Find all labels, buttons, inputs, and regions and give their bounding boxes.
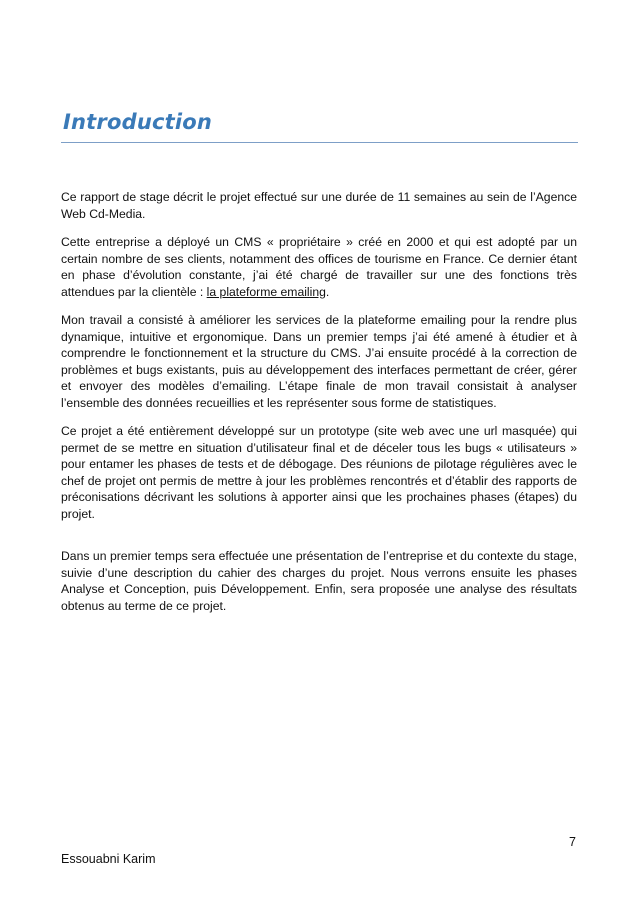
body-text (61, 189, 577, 626)
paragraph-4: Ce projet a été entièrement développé sur un prototype (site web avec une url masquée) qui permet de se mettre en situation d’utilisateur final et de déceler tous les bugs « utilisateurs » pour entamer les phases de tests et de débogage. Des réunions de pilotage régulières avec le chef de projet ont permis de mettre à jour les problèmes rencontrés et d’établir des rapports de préconisations décrivant les solutions à apporter ainsi que les prochaines phases (étapes) du projet. (61, 424, 577, 521)
section-heading: Introduction (63, 110, 213, 134)
underlined-term: la plateforme emailing (206, 284, 326, 299)
paragraph-5: Dans un premier temps sera effectuée une présentation de l’entreprise et du contexte du stage, suivie d’une description du cahier des charges du projet. Nous verrons ensuite les phases Analyse et Conception, puis Développement. Enfin, sera proposée une analyse des résultats obtenus au terme de ce projet. (61, 549, 577, 613)
author-name: Essouabni Karim (61, 852, 156, 866)
paragraph-3: Mon travail a consisté à améliorer les services de la plateforme emailing pour la rendre plus dynamique, intuitive et ergonomique. Dans un premier temps j’ai été amené à étudier et à comprendre le fonctionnement et la structure du CMS. J’ai ensuite procédé à la correction de problèmes et bugs existants, puis au développement des interfaces permettant de créer, gérer et envoyer des modèles d’emailing. L’étape finale de mon travail consistait à analyser l’ensemble des données recueillies et les représenter sous forme de statistiques. (61, 313, 577, 410)
paragraph-2-end: . (325, 284, 330, 299)
heading-rule (61, 142, 578, 143)
page-number: 7 (569, 835, 576, 849)
paragraph-1: Ce rapport de stage décrit le projet effectué sur une durée de 11 semaines au sein de l’Agence Web Cd-Media. (61, 190, 577, 221)
paragraph-2-text: Cette entreprise a déployé un CMS « propriétaire » créé en 2000 et qui est adopté par un certain nombre de ses clients, notamment des offices de tourisme en France. Ce dernier étant en phase d’évolution constante, j’ai été chargé de travailler sur une des fonctions très attendues par la clientèle : (61, 235, 577, 299)
paragraph-2 (61, 234, 577, 300)
